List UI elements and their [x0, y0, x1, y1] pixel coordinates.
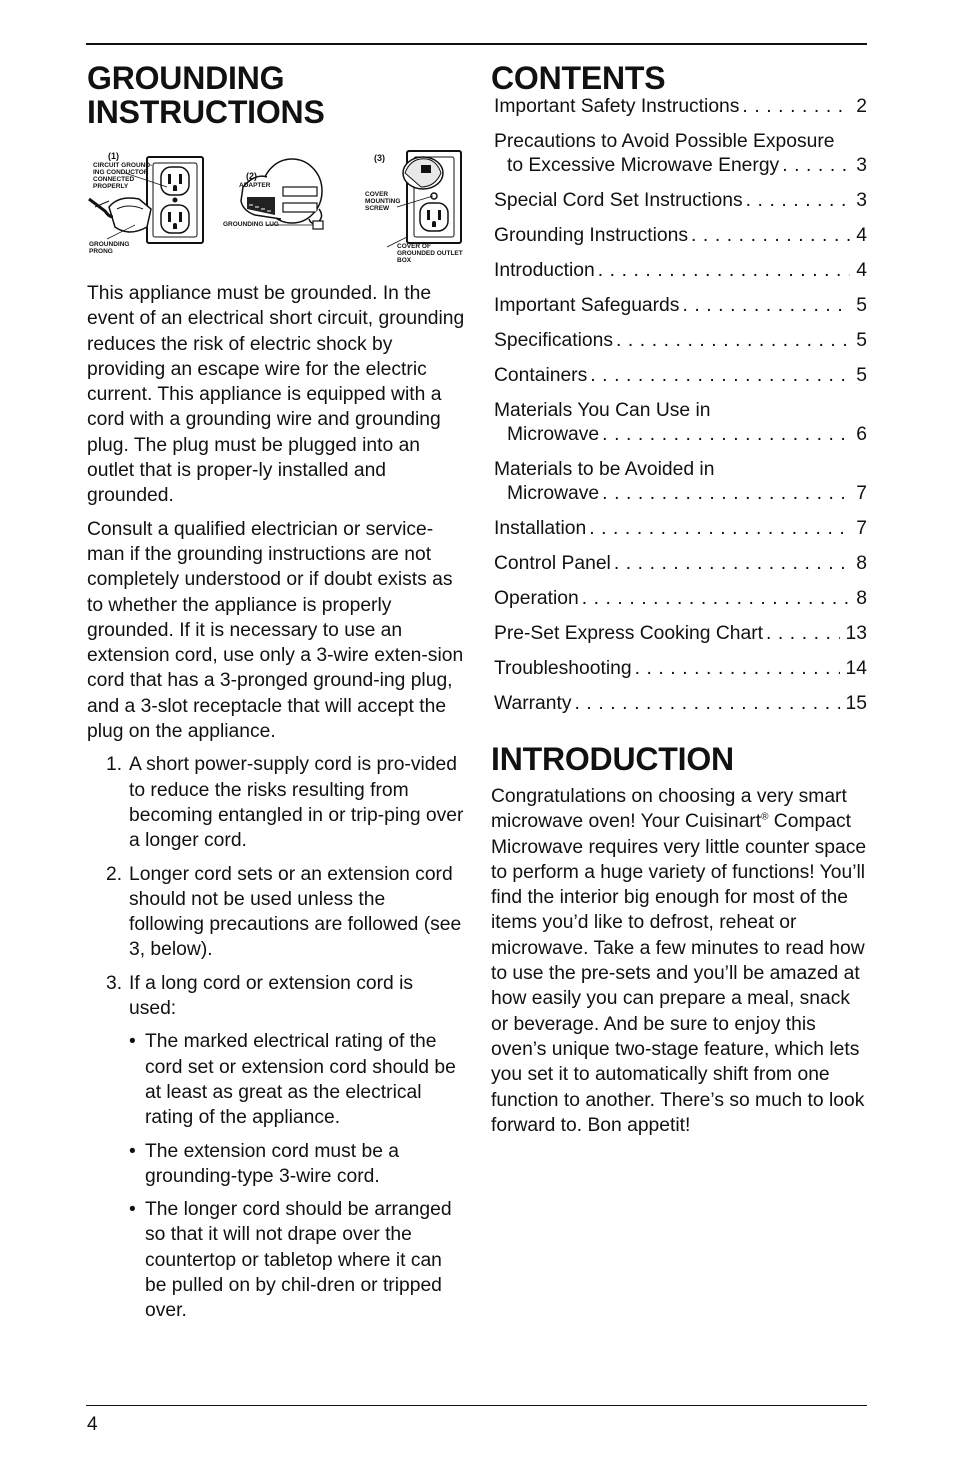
toc-entry-title: Control Panel: [494, 553, 611, 574]
precaution-bullets: [129, 1029, 465, 1323]
grounding-figure: [87, 147, 465, 264]
list-item: [87, 752, 465, 853]
toc-page-number: 4: [856, 225, 867, 246]
toc-page-number: 2: [856, 96, 867, 117]
grounding-title-line2: INSTRUCTIONS: [87, 94, 325, 130]
toc-entry-title: Grounding Instructions: [494, 225, 688, 246]
toc-entry-title: to Excessive Microwave Energy: [507, 155, 780, 176]
bullet-icon: •: [129, 1199, 136, 1221]
toc-leader-dots: [586, 517, 850, 541]
figure-text-cover-outlet-box: COVER OF GROUNDED OUTLET BOX: [397, 243, 463, 264]
toc-leader-dots: [632, 657, 840, 681]
toc-page-number: 8: [856, 553, 867, 574]
toc-entry: [491, 130, 867, 178]
toc-line: [491, 95, 867, 119]
toc-leader-dots: [779, 154, 850, 178]
list-item-text: A short power-supply cord is pro-vided to reduce the risks resulting from becoming entangled in or trip-ping over a longer cord.: [129, 754, 464, 852]
introduction-title: INTRODUCTION: [491, 741, 734, 777]
registered-mark: ®: [761, 811, 769, 823]
toc-entry-title: Important Safety Instructions: [494, 96, 740, 117]
toc-entry: [491, 458, 867, 506]
list-item-number: 3.: [106, 972, 123, 994]
toc-entry: [491, 692, 867, 716]
toc-line: [491, 154, 867, 178]
toc-entry: [491, 294, 867, 318]
toc-entry: [491, 657, 867, 681]
toc-line: [491, 517, 867, 541]
toc-entry-title: Pre-Set Express Cooking Chart: [494, 623, 763, 644]
grounding-column: [87, 61, 465, 1332]
figure-text-circuit-conductor: CIRCUIT GROUND-ING CONDUCTOR CONNECTED PROPERLY: [93, 162, 153, 190]
bullet-icon: •: [129, 1140, 136, 1162]
toc-entry-title: Installation: [494, 518, 587, 539]
toc-page-number: 15: [845, 693, 867, 714]
toc-line: [491, 423, 867, 447]
figure-text-grounding-lug: GROUNDING LUG: [223, 221, 279, 228]
introduction-text: [491, 784, 867, 1138]
toc-line: [491, 692, 867, 716]
toc-entry: [491, 224, 867, 248]
toc-entry: [491, 399, 867, 447]
toc-leader-dots: [572, 692, 840, 716]
page-number: 4: [87, 1414, 98, 1435]
figure-label-3: (3): [374, 153, 385, 163]
grounding-list: [87, 752, 465, 1323]
figure-text-adapter: ADAPTER: [239, 182, 271, 189]
grounding-title-line1: GROUNDING: [87, 60, 285, 96]
bottom-rule: [86, 1405, 867, 1406]
toc-page-number: 5: [856, 295, 867, 316]
toc-page-number: 8: [856, 588, 867, 609]
toc-page-number: 13: [845, 623, 867, 644]
bullet-text: The marked electrical rating of the cord set or extension cord should be at least as great as the electrical rating of the appliance.: [145, 1031, 456, 1129]
toc-line: [491, 294, 867, 318]
toc-page-number: 5: [856, 330, 867, 351]
toc-line: [491, 622, 867, 646]
toc-line: [491, 189, 867, 213]
toc-entry-title: Specifications: [494, 330, 613, 351]
toc-entry-title: Important Safeguards: [494, 295, 680, 316]
toc-leader-dots: [587, 364, 850, 388]
figure-label-2: (2): [246, 171, 257, 181]
introduction-text-part1: Congratulations on choosing a very smart microwave oven! Your Cuisinart: [491, 786, 847, 833]
grounding-body: [87, 281, 465, 1324]
toc-entry: [491, 189, 867, 213]
toc-entry: [491, 329, 867, 353]
toc-entry: [491, 259, 867, 283]
toc-entry: [491, 622, 867, 646]
contents-column: [491, 61, 867, 1138]
list-item-number: 2.: [106, 863, 123, 885]
toc-leader-dots: [611, 552, 850, 576]
toc-page-number: 3: [856, 155, 867, 176]
toc-line: [491, 224, 867, 248]
toc-leader-dots: [679, 294, 850, 318]
bullet-text: The longer cord should be arranged so that it will not drape over the countertop or tabletop where it can be pulled on by chil-dren or tripped over.: [145, 1199, 452, 1322]
toc-line: [491, 482, 867, 506]
toc-entry-title: Microwave: [507, 424, 600, 445]
toc-entry: [491, 517, 867, 541]
grounding-para-1: This appliance must be grounded. In the event of an electrical short circuit, grounding reduces the risk of electric shock by providing an escape wire for the electric current. This appliance is equipped with a cord with a grounding wire and grounding plug. The plug must be plugged into an outlet that is proper-ly installed and grounded.: [87, 283, 465, 507]
toc-page-number: 3: [856, 190, 867, 211]
toc-entry: [491, 587, 867, 611]
toc-leader-dots: [613, 329, 850, 353]
figure-text-cover-screw: COVER MOUNTING SCREW: [365, 191, 401, 212]
list-item-text: Longer cord sets or an extension cord should not be used unless the following precautions are followed (see 3, below).: [129, 863, 462, 961]
introduction-text-part2: Compact Microwave requires very little counter space to perform a huge variety of functions! You’ll find the interior big enough for most of the items you’d like to defrost, reheat or microwave. Take a few minutes to read how to use the pre-sets and you’ll be amazed at how easily you can prepare a meal, snack or beverage. And be sure to enjoy this oven’s unique two-stage feature, which lets you set it to automatically shift from one function to another. There’s so much to look forward to. Bon appetit!: [491, 811, 867, 1136]
toc-page-number: 5: [856, 365, 867, 386]
contents-title: CONTENTS: [491, 60, 666, 96]
toc-entry-title: Materials You Can Use in: [494, 400, 711, 421]
grounding-title: [87, 61, 465, 129]
table-of-contents: [491, 95, 867, 716]
toc-leader-dots: [739, 95, 850, 119]
toc-leader-dots: [595, 259, 851, 283]
toc-page-number: 4: [856, 260, 867, 281]
list-item: [87, 971, 465, 1324]
toc-entry-title: Troubleshooting: [494, 658, 632, 679]
toc-entry-title: Warranty: [494, 693, 572, 714]
toc-entry-title: Materials to be Avoided in: [494, 459, 715, 480]
toc-leader-dots: [579, 587, 851, 611]
toc-page-number: 7: [856, 483, 867, 504]
toc-line: [491, 552, 867, 576]
toc-page-number: 7: [856, 518, 867, 539]
toc-leader-dots: [599, 423, 850, 447]
toc-entry-title: Precautions to Avoid Possible Exposure: [494, 131, 835, 152]
bullet-item: [129, 1029, 465, 1130]
toc-line: [491, 259, 867, 283]
toc-entry: [491, 95, 867, 119]
figure-label-1: (1): [108, 151, 119, 161]
toc-leader-dots: [688, 224, 850, 248]
toc-entry-title: Introduction: [494, 260, 595, 281]
toc-line: [491, 587, 867, 611]
bullet-text: The extension cord must be a grounding-type 3-wire cord.: [145, 1140, 400, 1187]
grounding-para-2: Consult a qualified electrician or service-man if the grounding instructions are not completely understood or if doubt exists as to whether the appliance is properly grounded. If it is necessary to use an extension cord, use only a 3-wire exten-sion cord that has a 3-pronged ground-ing plug, and a 3-slot receptacle that will accept the plug on the appliance.: [87, 518, 464, 743]
list-item-number: 1.: [106, 754, 123, 776]
toc-entry-title: Containers: [494, 365, 588, 386]
toc-leader-dots: [743, 189, 851, 213]
toc-line: [491, 364, 867, 388]
toc-entry-title: Operation: [494, 588, 579, 609]
bullet-item: [129, 1139, 465, 1190]
toc-entry: [491, 552, 867, 576]
top-rule: [86, 43, 867, 45]
toc-line: [491, 657, 867, 681]
toc-entry-title: Special Cord Set Instructions: [494, 190, 743, 211]
toc-page-number: 14: [845, 658, 867, 679]
bullet-item: [129, 1197, 465, 1323]
toc-entry-title: Microwave: [507, 483, 600, 504]
toc-leader-dots: [599, 482, 850, 506]
toc-leader-dots: [763, 622, 840, 646]
toc-line: [491, 329, 867, 353]
toc-page-number: 6: [856, 424, 867, 445]
list-item: [87, 862, 465, 963]
toc-entry: [491, 364, 867, 388]
bullet-icon: •: [129, 1031, 136, 1053]
figure-text-grounding-prong: GROUNDING PRONG: [89, 241, 130, 255]
list-item-text: If a long cord or extension cord is used:: [129, 972, 414, 1020]
